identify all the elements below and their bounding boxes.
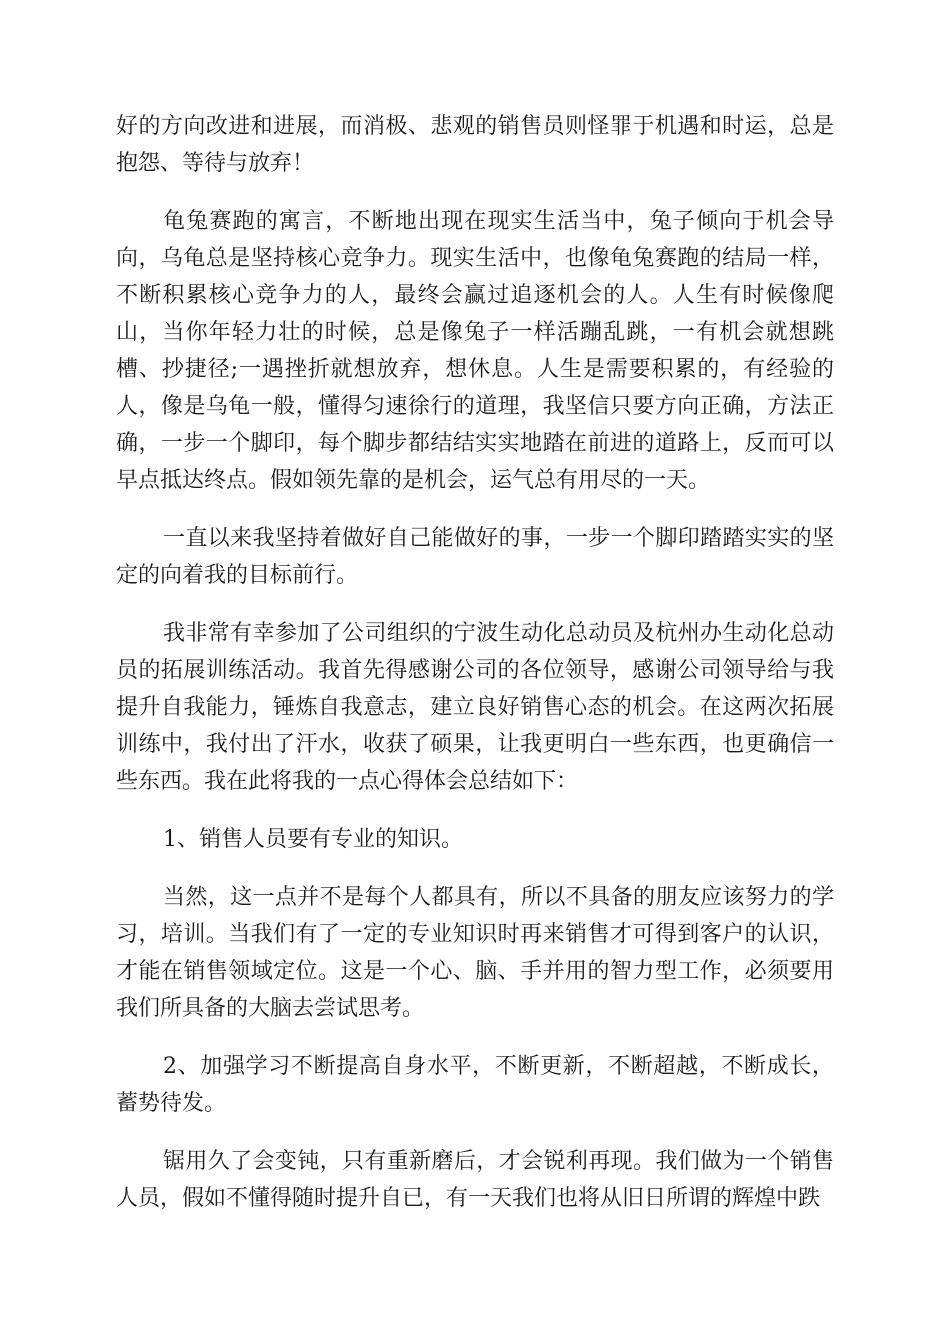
paragraph-6: 锯用久了会变钝，只有重新磨后，才会锐利再现。我们做为一个销售人员，假如不懂得随时提升自已，有一天我们也将从旧日所谓的辉煌中跌 [116, 1149, 834, 1211]
document-page [116, 108, 834, 1238]
paragraph-1: 好的方向改进和进展，而消极、悲观的销售员则怪罪于机遇和时运，总是抱怨、等待与放弃！ [116, 114, 834, 176]
list-heading-2: 2、加强学习不断提高自身水平，不断更新，不断超越，不断成长，蓄势待发。 [116, 1054, 834, 1116]
paragraph-5: 当然，这一点并不是每个人都具有，所以不具备的朋友应该努力的学习，培训。当我们有了一定的专业知识时再来销售才可得到客户的认识，才能在销售领域定位。这是一个心、脑、手并用的智力型工作，必须要用我们所具备的大脑去尝试思考。 [116, 885, 834, 1021]
list-heading-1: 1、销售人员要有专业的知识。 [163, 827, 463, 852]
paragraph-3: 一直以来我坚持着做好自己能做好的事，一步一个脚印踏踏实实的坚定的向着我的目标前行。 [116, 526, 834, 588]
paragraph-2: 龟兔赛跑的寓言，不断地出现在现实生活当中，兔子倾向于机会导向，乌龟总是坚持核心竞争力。现实生活中，也像龟兔赛跑的结局一样，不断积累核心竞争力的人，最终会赢过追逐机会的人。人生有时候像爬山，当你年轻力壮的时候，总是像兔子一样活蹦乱跳，一有机会就想跳槽、抄捷径;一遇挫折就想放弃，想休息。人生是需要积累的，有经验的人，像是乌龟一般，懂得匀速徐行的道理，我坚信只要方向正确，方法正确，一步一个脚印，每个脚步都结结实实地踏在前进的道路上，反而可以早点抵达终点。假如领先靠的是机会，运气总有用尽的一天。 [116, 209, 834, 493]
paragraph-4: 我非常有幸参加了公司组织的宁波生动化总动员及杭州办生动化总动员的拓展训练活动。我首先得感谢公司的各位领导，感谢公司领导给与我提升自我能力，锤炼自我意志，建立良好销售心态的机会。在这两次拓展训练中，我付出了汗水，收获了硕果，让我更明白一些东西，也更确信一些东西。我在此将我的一点心得体会总结如下： [116, 621, 834, 794]
